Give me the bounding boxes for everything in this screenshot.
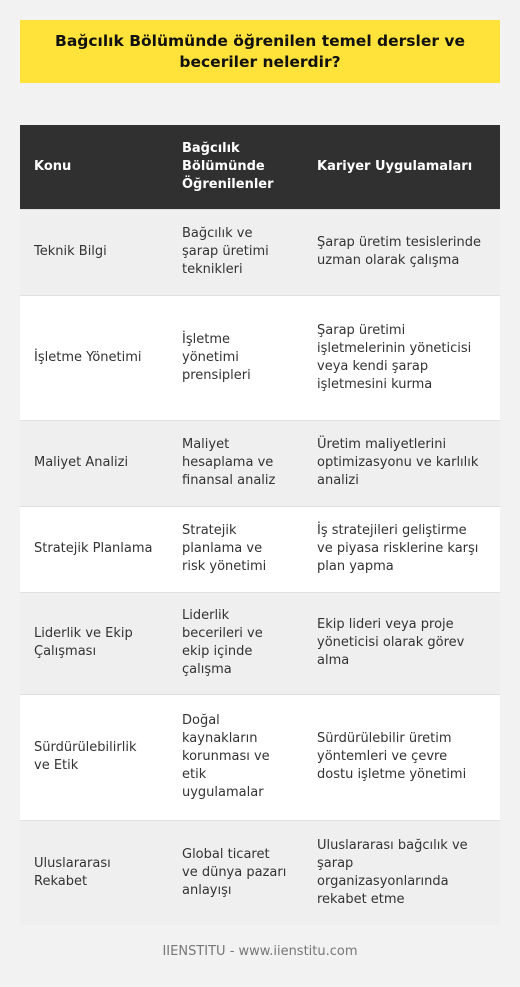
table-cell: Üretim maliyetlerini optimizasyonu ve karlılık analizi — [303, 420, 500, 506]
table-row — [20, 820, 500, 925]
table-cell: Ekip lideri veya proje yöneticisi olarak görev alma — [303, 592, 500, 694]
table-cell: Liderlik becerileri ve ekip içinde çalışma — [168, 592, 303, 694]
footer-credit: IIENSTITU - www.iienstitu.com — [162, 944, 358, 959]
table-header-row — [20, 125, 500, 209]
table-row — [20, 694, 500, 820]
table-cell: İşletme Yönetimi — [20, 295, 168, 420]
title-banner — [20, 20, 500, 83]
table-cell: Uluslararası bağcılık ve şarap organizasyonlarında rekabet etme — [303, 820, 500, 925]
header-cell-topic: Konu — [20, 125, 168, 209]
table-cell: Sürdürülebilir üretim yöntemleri ve çevre dostu işletme yönetimi — [303, 694, 500, 820]
table-cell: Maliyet Analizi — [20, 420, 168, 506]
table-cell: Doğal kaynakların korunması ve etik uygulamalar — [168, 694, 303, 820]
table-cell: Global ticaret ve dünya pazarı anlayışı — [168, 820, 303, 925]
table-cell: Şarap üretim tesislerinde uzman olarak çalışma — [303, 209, 500, 295]
comparison-table — [20, 125, 500, 925]
table-cell: Liderlik ve Ekip Çalışması — [20, 592, 168, 694]
table-cell: Şarap üretimi işletmelerinin yöneticisi veya kendi şarap işletmesini kurma — [303, 295, 500, 420]
table-cell: Bağcılık ve şarap üretimi teknikleri — [168, 209, 303, 295]
table-cell: Stratejik planlama ve risk yönetimi — [168, 506, 303, 592]
table-cell: İş stratejileri geliştirme ve piyasa risklerine karşı plan yapma — [303, 506, 500, 592]
table-row — [20, 592, 500, 694]
table-cell: Uluslararası Rekabet — [20, 820, 168, 925]
table-cell: Stratejik Planlama — [20, 506, 168, 592]
table-row — [20, 209, 500, 295]
table-cell: Sürdürülebilirlik ve Etik — [20, 694, 168, 820]
header-cell-career: Kariyer Uygulamaları — [303, 125, 500, 209]
table-cell: Maliyet hesaplama ve finansal analiz — [168, 420, 303, 506]
table-cell: Teknik Bilgi — [20, 209, 168, 295]
table-row — [20, 295, 500, 420]
table-row — [20, 420, 500, 506]
table-row — [20, 506, 500, 592]
header-cell-learned: Bağcılık Bölümünde Öğrenilenler — [168, 125, 303, 209]
page-title: Bağcılık Bölümünde öğrenilen temel dersler ve beceriler nelerdir? — [55, 31, 465, 71]
table-cell: İşletme yönetimi prensipleri — [168, 295, 303, 420]
